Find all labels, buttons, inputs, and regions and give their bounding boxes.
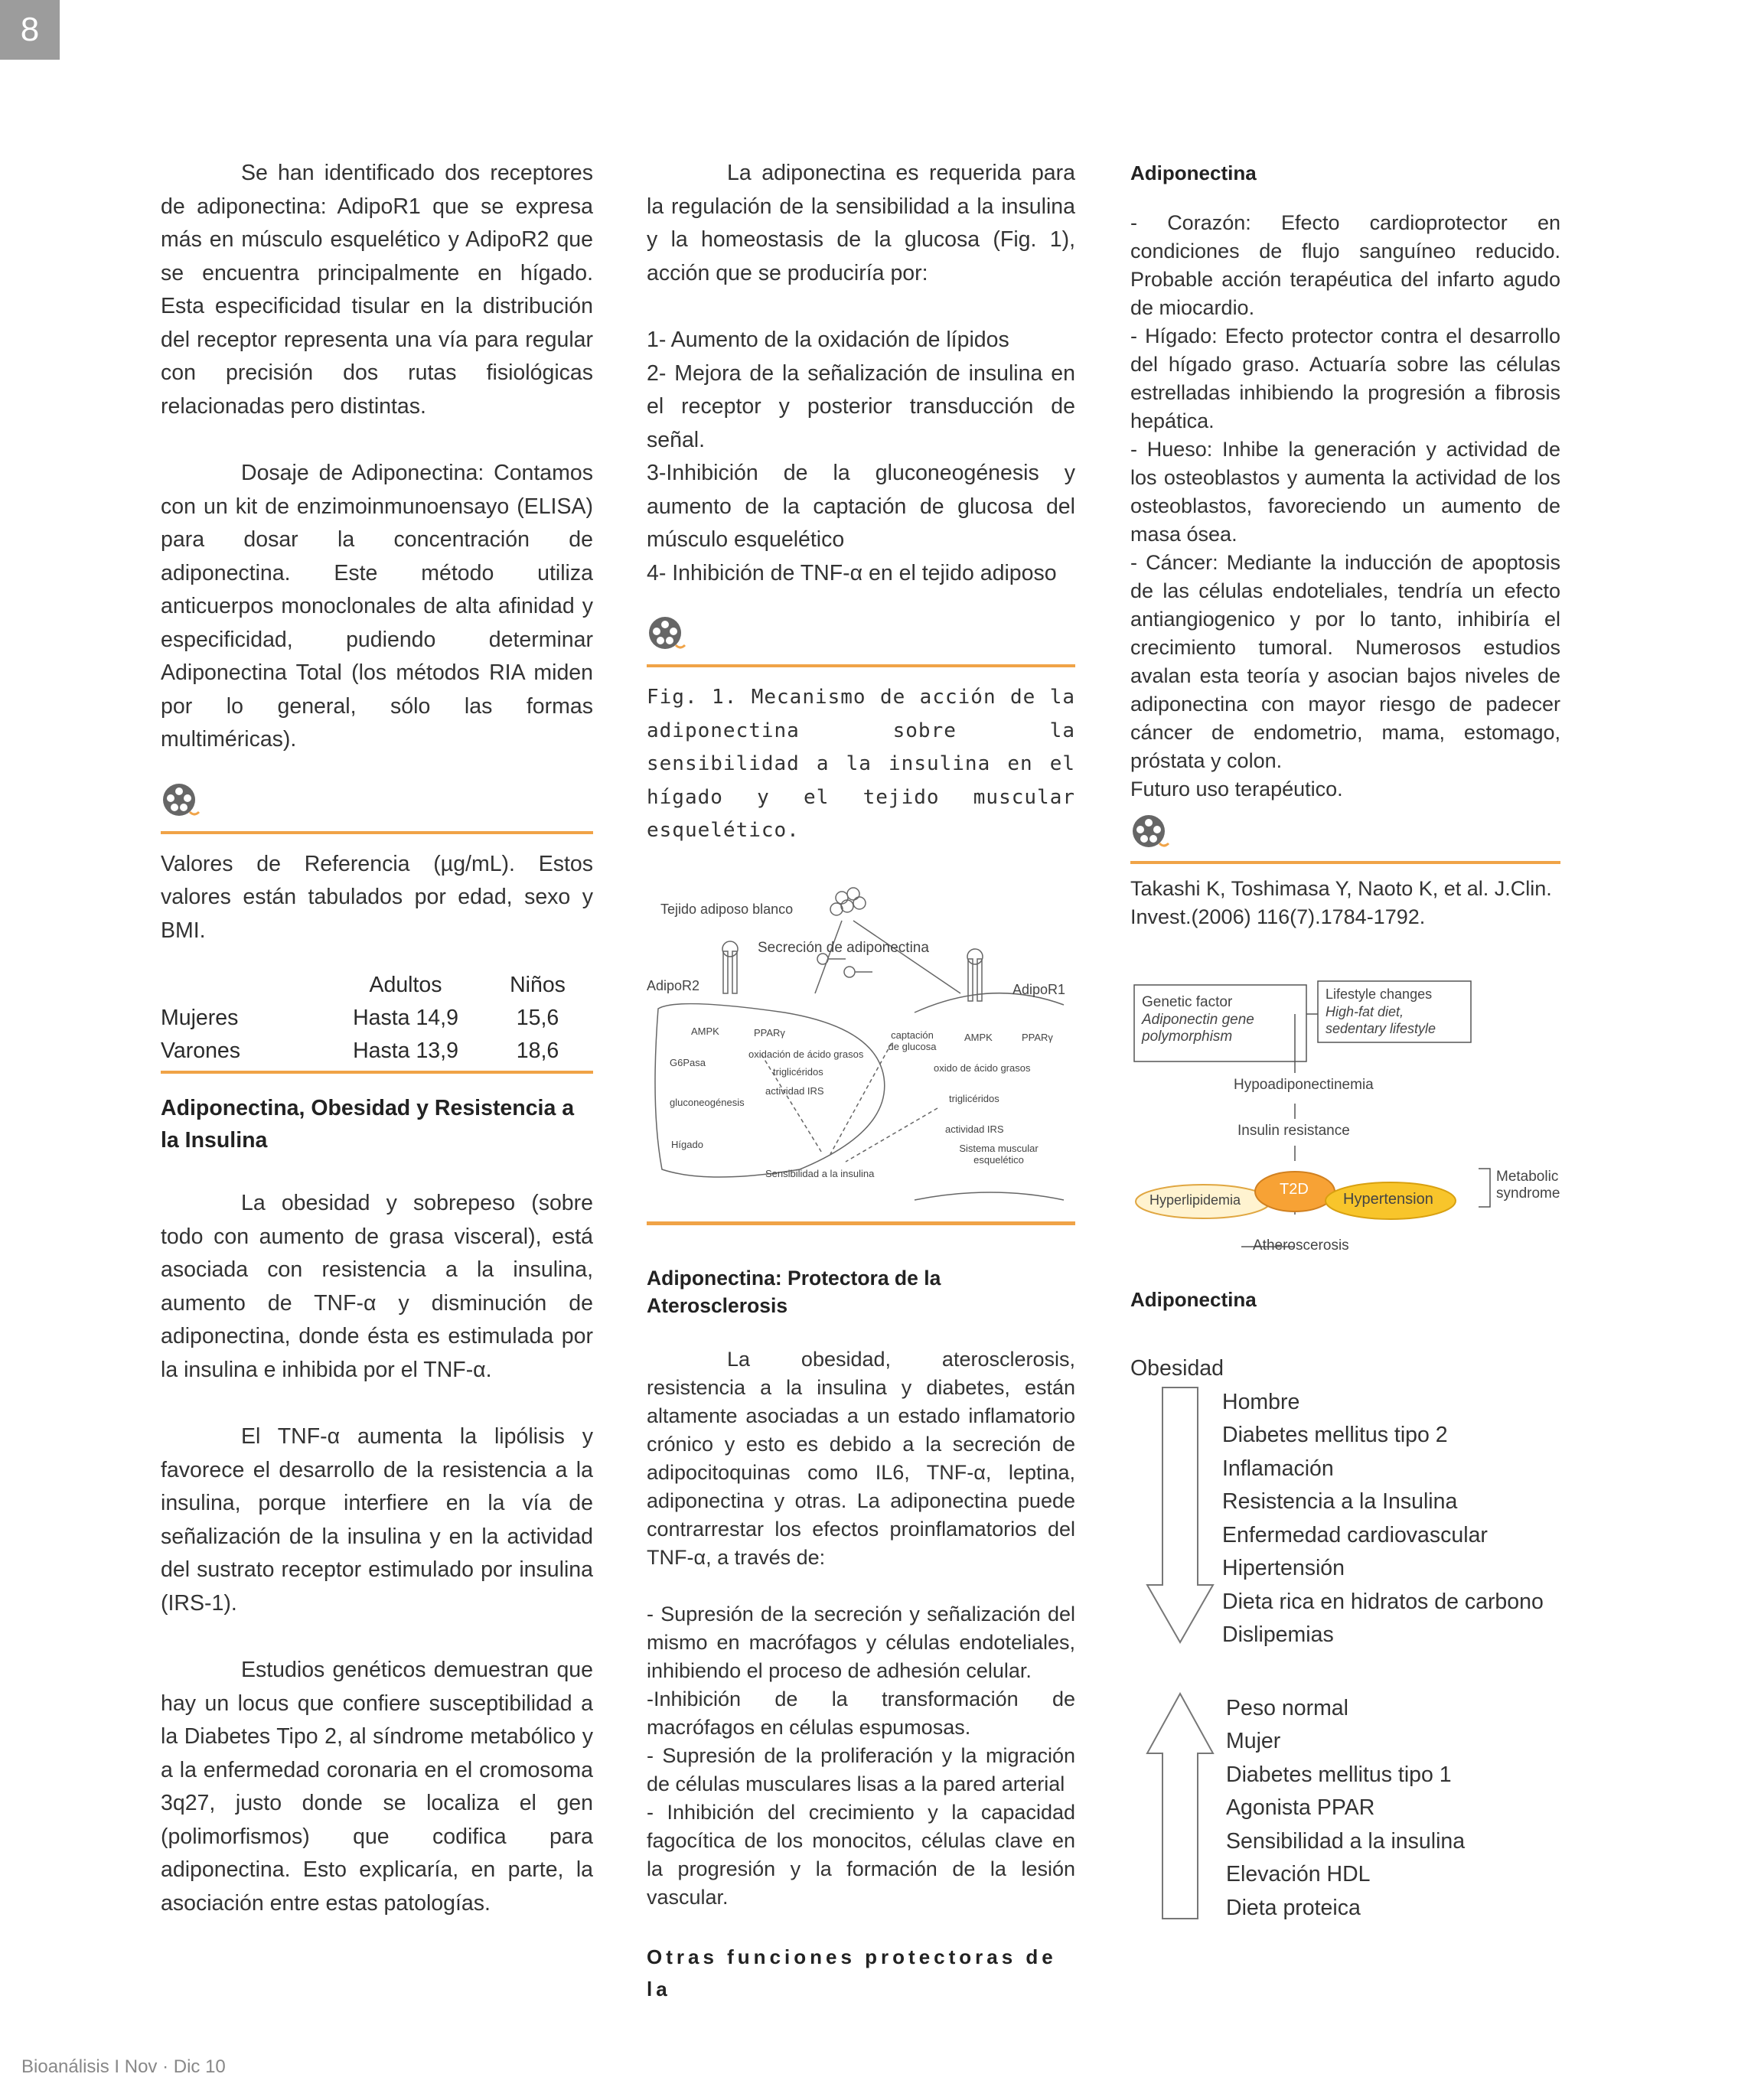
list-item: Enfermedad cardiovascular <box>1222 1522 1488 1547</box>
arrow-down-icon <box>1146 1386 1215 1646</box>
list-item: - Supresión de la proliferación y la migración de células musculares lisas a la pared arterial <box>647 1743 1075 1795</box>
paragraph: Estudios genéticos demuestran que hay un locus que confiere susceptibilidad a la Diabetes Tipo 2, al síndrome metabólico y a la enfermedad coronaria en el cromosoma 3q27, justo donde se localiza el gen (polimorfismos) que codifica para adiponectina. Esto explicaría, en parte, la asociación entre estas patologías. <box>161 1658 593 1916</box>
up-list <box>1130 1692 1560 1929</box>
page-number: 8 <box>0 0 60 60</box>
arrow-up-icon <box>1146 1692 1215 1922</box>
film-reel-icon <box>647 615 686 654</box>
footer: Bioanálisis I Nov · Dic 10 <box>21 2056 226 2077</box>
column-3 <box>1130 157 1560 1929</box>
table-header: Adultos <box>369 973 442 997</box>
list-item: Diabetes mellitus tipo 2 <box>1222 1423 1448 1447</box>
section-heading: Adiponectina <box>1130 1288 1257 1311</box>
paragraph: Valores de Referencia (µg/mL). Estos valores están tabulados por edad, sexo y BMI. <box>161 851 593 943</box>
paragraph: La obesidad y sobrepeso (sobre todo con aumento de grasa visceral), está asociada con resistencia a la insulina, aumento de TNF-α y disminución de adiponectina, donde ésta es estimulada por la insulina e inhibida por el TNF-α. <box>161 1191 593 1382</box>
list-item: 2- Mejora de la señalización de insulina en el receptor y posterior transducción de señal. <box>647 360 1075 452</box>
list-item: Dieta proteica <box>1226 1895 1361 1920</box>
list-item: Hombre <box>1222 1389 1300 1414</box>
list-item: Agonista PPAR <box>1226 1795 1375 1820</box>
section-heading: Adiponectina <box>1130 161 1257 184</box>
list-item: Inflamación <box>1222 1456 1334 1481</box>
reference-table <box>161 969 593 1068</box>
section-heading: Adiponectina: Protectora de la Aterosclerosis <box>647 1266 941 1317</box>
paragraph: La adiponectina es requerida para la regulación de la sensibilidad a la insulina y la homeostasis de la glucosa (Fig. 1), acción que se produciría por: <box>647 161 1075 285</box>
list-item: -Inhibición de la transformación de macrófagos en células espumosas. <box>647 1687 1075 1739</box>
list-item: Futuro uso terapéutico. <box>1130 778 1343 801</box>
list-item: - Inhibición del crecimiento y la capacidad fagocítica de los monocitos, células clave en la progresión y la formación de la lesión vascular. <box>647 1800 1075 1909</box>
paragraph: La obesidad, aterosclerosis, resistencia a la insulina y diabetes, están altamente asociadas a un estado inflamatorio crónico y esto es debido a la secreción de adipocitoquinas como IL6, TNF-α, leptina, adiponectina y otras. La adiponectina puede contrarrestar los efectos proinflamatorios del TNF-α, a través de: <box>647 1347 1075 1569</box>
reference-text: Takashi K, Toshimasa Y, Naoto K, et al. J.Clin. Invest.(2006) 116(7).1784-1792. <box>1130 877 1552 928</box>
risk-factor-diagram: Genetic factor Adiponectin gene polymorphism Lifestyle changes High-fat diet, sedentary lifestyle Hypoadiponectinemia Insulin resistance Hyperlipidemia T2D Hypertension Metabolic syndrome Atheroscerosis <box>1130 977 1560 1253</box>
list-item: Hipertensión <box>1222 1556 1345 1580</box>
list-item: Resistencia a la Insulina <box>1222 1489 1458 1514</box>
paragraph: Dosaje de Adiponectina: Contamos con un kit de enzimoinmunoensayo (ELISA) para dosar la concentración de adiponectina. Este método utiliza anticuerpos monoclonales de alta afinidad y especificidad, pudiendo determinar Adiponectina Total (los métodos RIA miden por lo general, sólo las formas multiméricas). <box>161 461 593 752</box>
list-item: - Corazón: Efecto cardioprotector en condiciones de flujo sanguíneo reducido. Probable acción terapéutica del infarto agudo de miocardio. <box>1130 211 1560 319</box>
column-2 <box>647 157 1075 2005</box>
list-item: 1- Aumento de la oxidación de lípidos <box>647 328 1009 352</box>
table-header: Niños <box>510 973 566 997</box>
list-item: - Supresión de la secreción y señalización del mismo en macrófagos y células endoteliales, inhibiendo el proceso de adhesión celular. <box>647 1602 1075 1682</box>
mechanism-diagram: Tejido adiposo blanco Secreción de adiponectina AdipoR2 AdipoR1 AMPK PPARγ G6Pasa oxidación de ácido grasos triglicéridos actividad IRS gluconeogénesis Hígado Sensibilidad a la insulina captación de glucosa AMPK PPARγ oxido de ácido grasos triglicéridos actividad IRS Sistema muscular esquelético <box>647 879 1075 1238</box>
list-item: Peso normal <box>1226 1695 1348 1720</box>
list-item: 3-Inhibición de la gluconeogénesis y aumento de la captación de glucosa del músculo esquelético <box>647 461 1075 552</box>
list-item: Mujer <box>1226 1729 1281 1753</box>
section-heading: Otras funciones protectoras de la <box>647 1945 1057 2001</box>
down-list <box>1130 1386 1560 1692</box>
column-1 <box>161 157 593 1920</box>
list-item: Diabetes mellitus tipo 1 <box>1226 1762 1452 1787</box>
figure-caption: Fig. 1. Mecanismo de acción de la adiponectina sobre la sensibilidad a la insulina en el hígado y el tejido muscular esquelético. <box>647 686 1075 842</box>
list-item: - Hueso: Inhibe la generación y actividad de los osteoblastos y aumenta la actividad de los osteoblastos, favoreciendo un aumento de masa ósea. <box>1130 438 1560 546</box>
film-reel-icon <box>161 781 201 821</box>
list-item: - Cáncer: Mediante la inducción de apoptosis de las células endoteliales, tendría un efecto antiangiogenico y por lo tanto, inhibiría el crecimiento tumoral. Numerosos estudios avalan esta teoría y asocian bajos niveles de adiponectina con mayor riesgo de padecer cáncer de endometrio, mama, estomago, próstata y colon. <box>1130 551 1560 772</box>
list-item: Sensibilidad a la insulina <box>1226 1828 1466 1854</box>
list-item: Dislipemias <box>1222 1622 1334 1647</box>
list-item: - Hígado: Efecto protector contra el desarrollo del hígado graso. Actuaría sobre las células estrelladas inhibiendo la progresión a fibrosis hepática. <box>1130 324 1560 432</box>
obesidad-label: Obesidad <box>1130 1356 1224 1381</box>
list-item: Elevación HDL <box>1226 1862 1371 1886</box>
paragraph: Se han identificado dos receptores de adiponectina: AdipoR1 que se expresa más en músculo esquelético y AdipoR2 que se encuentra principalmente en hígado. Esta especificidad tisular en la distribución del receptor representa una vía para regular con precisión dos rutas fisiológicas relacionadas pero distintas. <box>161 161 593 419</box>
section-heading: Adiponectina, Obesidad y Resistencia a la Insulina <box>161 1096 575 1153</box>
list-item: 4- Inhibición de TNF-α en el tejido adiposo <box>647 560 1057 585</box>
table-row: Varones Hasta 13,9 18,6 <box>161 1039 559 1063</box>
paragraph: El TNF-α aumenta la lipólisis y favorece el desarrollo de la resistencia a la insulina, porque interfiere en la vía de señalización de la insulina y en la actividad del sustrato receptor estimulado por insulina (IRS-1). <box>161 1424 593 1616</box>
list-item: Dieta rica en hidratos de carbono <box>1222 1589 1544 1614</box>
film-reel-icon <box>1130 813 1170 853</box>
table-row: Mujeres Hasta 14,9 15,6 <box>161 1006 559 1030</box>
